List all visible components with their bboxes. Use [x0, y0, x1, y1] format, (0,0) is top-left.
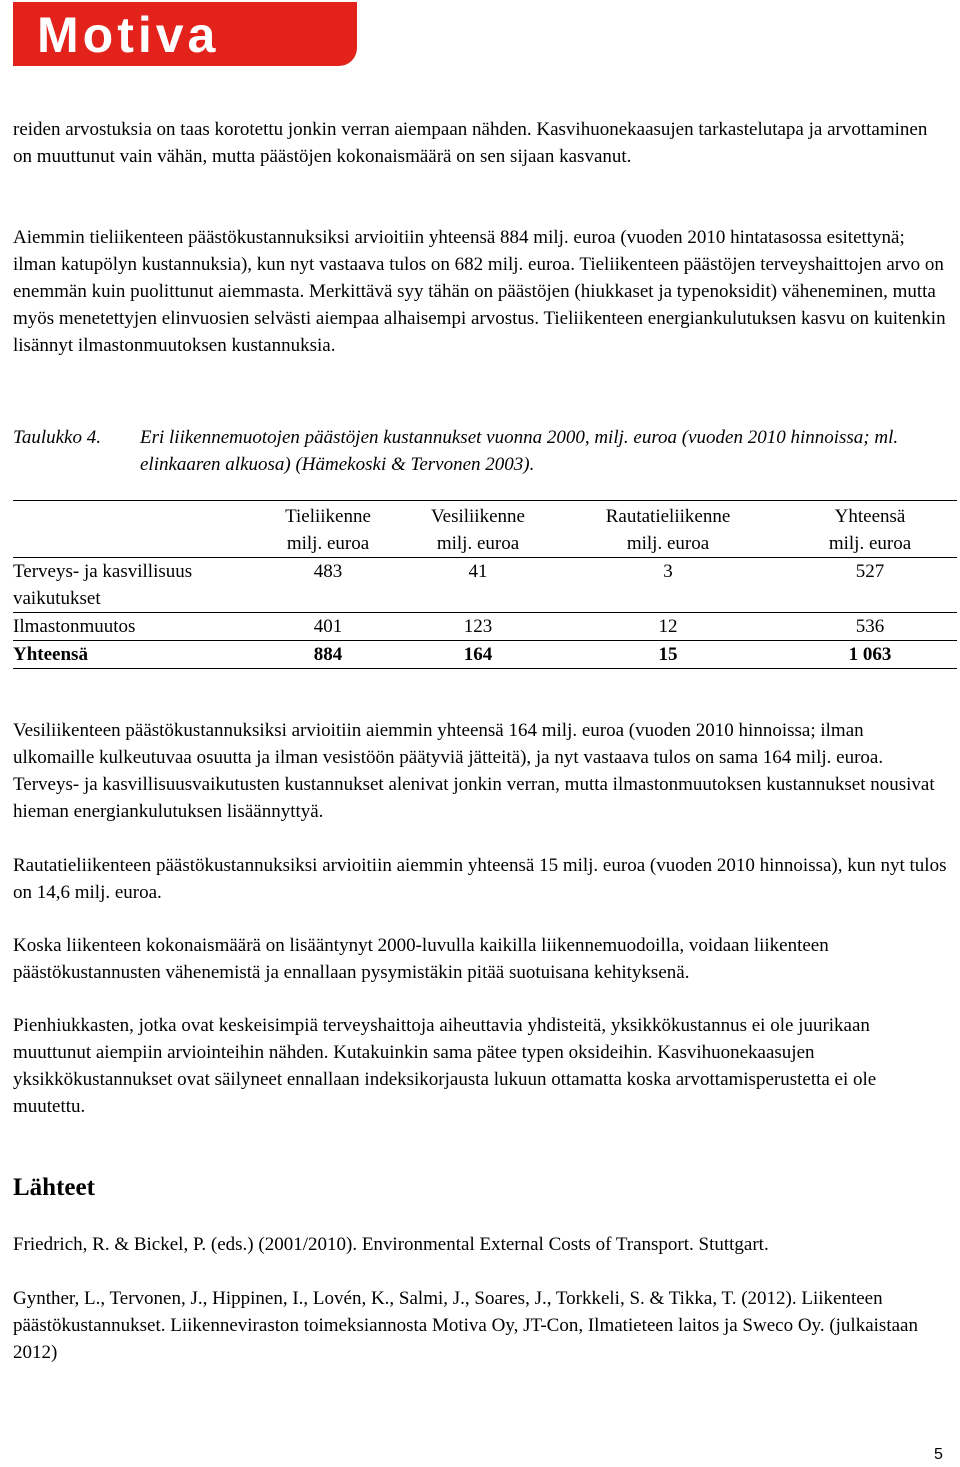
table-total-row — [13, 641, 957, 669]
table-header-empty — [13, 501, 253, 558]
table-row-label: Terveys- ja kasvillisuus vaikutukset — [13, 561, 193, 609]
svg-text:Motiva: Motiva — [37, 7, 220, 63]
reference-item: Gynther, L., Tervonen, J., Hippinen, I., Lovén, K., Salmi, J., Soares, J., Torkkeli, S. & Tikka, T. (2012). Liikenteen päästökustannukset. Liikenneviraston toimeksiannosta Motiva Oy, JT-Con, Ilmatieteen laitos ja Sweco Oy. (julkaistaan 2012) — [13, 1288, 918, 1363]
table-header-road: Tieliikenne milj. euroa — [285, 506, 371, 554]
paragraph-2: Aiemmin tieliikenteen päästökustannuksiksi arvioitiin yhteensä 884 milj. euroa (vuoden 2010 hintatasossa esitettynä; ilman katupölyn kustannuksia), kun nyt vastaava tulos on 682 milj. euroa. Tieliikenteen päästöjen terveyshaittojen arvo on enemmän kuin puolittunut aiemmasta. Merkittävä syy tähän on päästöjen (hiukkaset ja typenoksidit) väheneminen, mutta myös menetettyjen elinvuosien selvästi aiempaa alhaisempi arvostus. Tieliikenteen energiankulutuksen kasvu on kuitenkin lisännyt ilmastonmuutoksen kustannuksia. — [13, 227, 946, 356]
references-heading: Lähteet — [13, 1174, 95, 1201]
table-cell: 123 — [463, 616, 493, 637]
table-cell: 164 — [463, 644, 493, 665]
paragraph-6: Pienhiukkasten, jotka ovat keskeisimpiä terveyshaittoja aiheuttavia yhdisteitä, yksikkökustannus ei ole juurikaan muuttunut aiempiin arviointeihin nähden. Kutakuinkin sama pätee typen oksideihin. Kasvihuonekaasujen yksikkökustannukset ovat säilyneet ennallaan indeksikorjausta lukuun ottamatta koska arvottamisperustetta ei ole muutettu. — [13, 1015, 877, 1117]
table-header-total: Yhteensä milj. euroa — [828, 506, 912, 554]
motiva-logo-mark — [13, 2, 357, 66]
table-cell: 483 — [313, 561, 343, 582]
table-row — [13, 613, 957, 641]
table-cell: 15 — [658, 644, 678, 665]
table-cell: 41 — [468, 561, 488, 582]
table-cell: 401 — [313, 616, 343, 637]
table-row — [13, 558, 957, 613]
reference-item: Friedrich, R. & Bickel, P. (eds.) (2001/2010). Environmental External Costs of Transport. Stuttgart. — [13, 1234, 769, 1255]
table-caption-label: Taulukko 4. — [13, 427, 101, 448]
paragraph-5: Koska liikenteen kokonaismäärä on lisääntynyt 2000-luvulla kaikilla liikennemuodoilla, voidaan liikenteen päästökustannusten vähenemistä ja ennallaan pysymistäkin pitää suotuisana kehityksenä. — [13, 935, 829, 983]
table-cell: 527 — [855, 561, 885, 582]
emission-costs-table — [13, 500, 957, 669]
table-caption — [13, 424, 948, 475]
table-caption-text: Eri liikennemuotojen päästöjen kustannukset vuonna 2000, milj. euroa (vuoden 2010 hinnoissa; ml. elinkaaren alkuosa) (Hämekoski & Tervonen 2003). — [140, 427, 899, 475]
table-cell: 536 — [855, 616, 885, 637]
table-header-water: Vesiliikenne milj. euroa — [431, 506, 525, 554]
table-cell: 884 — [313, 644, 343, 665]
table-row-label: Ilmastonmuutos — [13, 616, 136, 637]
page-number: 5 — [934, 1446, 943, 1463]
paragraph-4: Rautatieliikenteen päästökustannuksiksi arvioitiin aiemmin yhteensä 15 milj. euroa (vuoden 2010 hinnoissa), kun nyt tulos on 14,6 milj. euroa. — [13, 855, 947, 903]
paragraph-1: reiden arvostuksia on taas korotettu jonkin verran aiempaan nähden. Kasvihuonekaasujen tarkastelutapa ja arvottaminen on muuttunut vain vähän, mutta päästöjen kokonaismäärä on sen sijaan kasvanut. — [13, 119, 928, 167]
table-cell: 3 — [663, 561, 673, 582]
table-header-row — [13, 501, 957, 558]
table-cell: 1 063 — [848, 644, 892, 665]
table-cell: 12 — [658, 616, 678, 637]
motiva-logo — [13, 2, 357, 66]
table-row-label: Yhteensä — [13, 644, 88, 665]
paragraph-3: Vesiliikenteen päästökustannuksiksi arvioitiin aiemmin yhteensä 164 milj. euroa (vuoden 2010 hinnoissa; ilman ulkomaille kulkeutuvaa osuutta ja ilman vesistöön päätyviä jätteitä), ja nyt vastaava tulos on sama 164 milj. euroa. Terveys- ja kasvillisuusvaikutusten kustannukset alenivat jonkin verran, mutta ilmastonmuutoksen kustannukset nousivat hieman energiankulutuksen lisäännyttyä. — [13, 720, 935, 822]
table-header-rail: Rautatieliikenne milj. euroa — [605, 506, 731, 554]
